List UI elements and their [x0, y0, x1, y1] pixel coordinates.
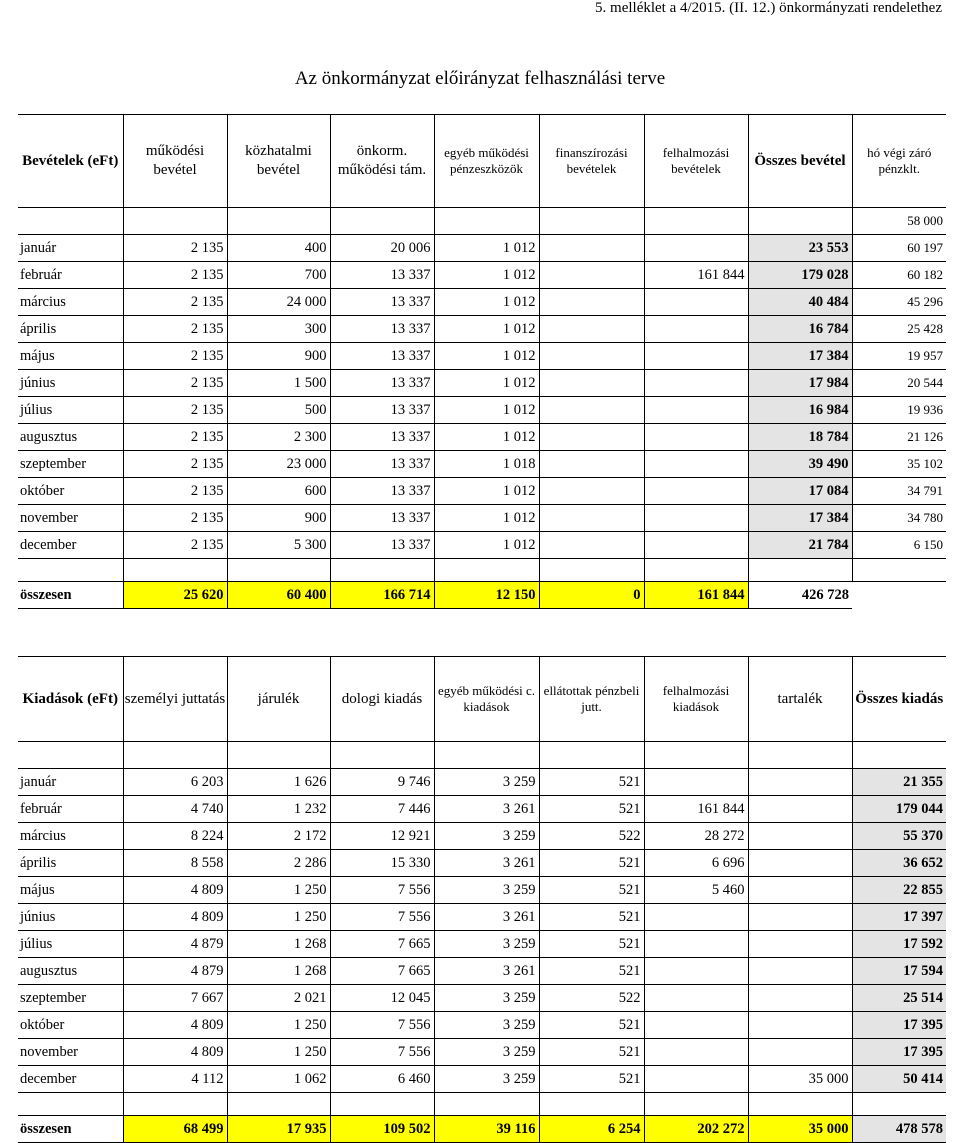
expense-table [18, 656, 946, 1143]
revenue-header-cell: önkorm. működési tám. [330, 115, 434, 208]
total-value: 6 254 [539, 1116, 644, 1143]
value-cell [644, 769, 748, 796]
value-cell: 3 259 [434, 1039, 539, 1066]
value-cell [644, 1039, 748, 1066]
value-cell: 4 809 [123, 1012, 227, 1039]
month-cell: július [18, 397, 123, 424]
value-cell: 1 250 [227, 1012, 330, 1039]
value-cell [748, 850, 852, 877]
value-cell: 3 259 [434, 985, 539, 1012]
expense-header-cell: dologi kiadás [330, 657, 434, 742]
value-cell [748, 1039, 852, 1066]
revenue-row [18, 397, 946, 424]
total-value: 17 935 [227, 1116, 330, 1143]
value-cell: 35 000 [748, 1066, 852, 1093]
value-cell: 3 259 [434, 931, 539, 958]
month-cell: december [18, 1066, 123, 1093]
value-cell [539, 451, 644, 478]
month-cell: május [18, 877, 123, 904]
value-cell: 13 337 [330, 424, 434, 451]
expense-row [18, 931, 946, 958]
value-cell: 19 957 [852, 343, 946, 370]
value-cell [644, 1066, 748, 1093]
value-cell: 34 780 [852, 505, 946, 532]
value-cell: 13 337 [330, 289, 434, 316]
value-cell: 7 556 [330, 904, 434, 931]
value-cell: 2 135 [123, 370, 227, 397]
spacer-row [18, 1093, 946, 1116]
total-value: 68 499 [123, 1116, 227, 1143]
value-cell: 23 553 [748, 235, 852, 262]
value-cell: 40 484 [748, 289, 852, 316]
expense-row [18, 1012, 946, 1039]
value-cell [539, 370, 644, 397]
value-cell: 1 018 [434, 451, 539, 478]
value-cell [644, 532, 748, 559]
value-cell: 3 259 [434, 1012, 539, 1039]
expense-row [18, 769, 946, 796]
value-cell: 13 337 [330, 262, 434, 289]
expense-rows [18, 769, 946, 1093]
spacer-row [18, 559, 946, 582]
value-cell: 1 012 [434, 505, 539, 532]
revenue-row [18, 343, 946, 370]
value-cell [644, 370, 748, 397]
total-value: 25 620 [123, 582, 227, 609]
value-cell: 5 300 [227, 532, 330, 559]
value-cell [644, 958, 748, 985]
value-cell [644, 931, 748, 958]
value-cell [748, 931, 852, 958]
value-cell: 12 045 [330, 985, 434, 1012]
value-cell [539, 235, 644, 262]
value-cell: 17 395 [852, 1039, 946, 1066]
value-cell: 900 [227, 505, 330, 532]
value-cell: 13 337 [330, 505, 434, 532]
value-cell: 1 626 [227, 769, 330, 796]
value-cell: 3 259 [434, 769, 539, 796]
value-cell: 17 397 [852, 904, 946, 931]
month-cell: december [18, 532, 123, 559]
value-cell: 20 544 [852, 370, 946, 397]
value-cell: 3 261 [434, 796, 539, 823]
revenue-table [18, 114, 946, 609]
value-cell [644, 343, 748, 370]
value-cell: 2 135 [123, 262, 227, 289]
value-cell: 521 [539, 796, 644, 823]
month-cell: február [18, 262, 123, 289]
value-cell: 18 784 [748, 424, 852, 451]
page-title: Az önkormányzat előirányzat felhasználási terve [294, 68, 666, 89]
total-value: 60 400 [227, 582, 330, 609]
month-cell: március [18, 289, 123, 316]
value-cell: 7 665 [330, 958, 434, 985]
value-cell [644, 505, 748, 532]
revenue-row [18, 370, 946, 397]
value-cell [644, 316, 748, 343]
value-cell: 3 261 [434, 904, 539, 931]
value-cell [644, 985, 748, 1012]
blank-row [18, 742, 946, 769]
value-cell [644, 451, 748, 478]
value-cell [539, 505, 644, 532]
value-cell: 1 012 [434, 316, 539, 343]
revenue-row [18, 505, 946, 532]
value-cell [539, 316, 644, 343]
expense-row [18, 958, 946, 985]
month-cell: február [18, 796, 123, 823]
value-cell: 2 021 [227, 985, 330, 1012]
value-cell: 1 012 [434, 397, 539, 424]
value-cell: 161 844 [644, 796, 748, 823]
revenue-header-cell: egyéb működési pénzeszközök [434, 115, 539, 208]
month-cell: november [18, 1039, 123, 1066]
value-cell: 16 784 [748, 316, 852, 343]
value-cell: 1 268 [227, 931, 330, 958]
revenue-row [18, 424, 946, 451]
value-cell: 3 261 [434, 958, 539, 985]
value-cell: 1 012 [434, 532, 539, 559]
value-cell [644, 235, 748, 262]
expense-row [18, 823, 946, 850]
month-cell: június [18, 370, 123, 397]
value-cell: 2 135 [123, 397, 227, 424]
total-value: 202 272 [644, 1116, 748, 1143]
value-cell [539, 262, 644, 289]
value-cell: 4 879 [123, 958, 227, 985]
expense-header-cell: felhalmozási kiadások [644, 657, 748, 742]
expense-row [18, 877, 946, 904]
total-value: 35 000 [748, 1116, 852, 1143]
value-cell [748, 796, 852, 823]
value-cell: 2 286 [227, 850, 330, 877]
value-cell [539, 289, 644, 316]
month-cell: január [18, 769, 123, 796]
total-value: 426 728 [748, 582, 852, 609]
revenue-header-cell: működési bevétel [123, 115, 227, 208]
value-cell: 55 370 [852, 823, 946, 850]
expense-header-cell: ellátottak pénzbeli jutt. [539, 657, 644, 742]
value-cell: 25 514 [852, 985, 946, 1012]
value-cell [644, 397, 748, 424]
value-cell: 2 135 [123, 289, 227, 316]
value-cell: 20 006 [330, 235, 434, 262]
value-cell: 2 135 [123, 451, 227, 478]
value-cell [644, 478, 748, 505]
value-cell: 4 879 [123, 931, 227, 958]
value-cell: 400 [227, 235, 330, 262]
value-cell: 13 337 [330, 478, 434, 505]
revenue-row [18, 262, 946, 289]
revenue-rows [18, 235, 946, 559]
month-cell: március [18, 823, 123, 850]
total-value: 39 116 [434, 1116, 539, 1143]
value-cell: 13 337 [330, 370, 434, 397]
revenue-header-cell: felhalmozási bevételek [644, 115, 748, 208]
value-cell: 521 [539, 877, 644, 904]
month-cell: október [18, 1012, 123, 1039]
expense-row [18, 1039, 946, 1066]
value-cell: 7 556 [330, 877, 434, 904]
value-cell [644, 289, 748, 316]
value-cell: 161 844 [644, 262, 748, 289]
value-cell: 1 250 [227, 1039, 330, 1066]
value-cell [539, 424, 644, 451]
value-cell: 7 556 [330, 1039, 434, 1066]
value-cell: 7 667 [123, 985, 227, 1012]
value-cell: 1 012 [434, 343, 539, 370]
value-cell: 3 261 [434, 850, 539, 877]
value-cell: 521 [539, 931, 644, 958]
value-cell: 1 062 [227, 1066, 330, 1093]
value-cell: 521 [539, 1012, 644, 1039]
month-cell: április [18, 850, 123, 877]
value-cell: 3 259 [434, 1066, 539, 1093]
month-cell: november [18, 505, 123, 532]
decree-reference: 5. melléklet a 4/2015. (II. 12.) önkormányzati rendelethez [595, 0, 942, 16]
revenue-header-row [18, 115, 946, 208]
value-cell: 521 [539, 904, 644, 931]
value-cell: 60 197 [852, 235, 946, 262]
value-cell: 13 337 [330, 451, 434, 478]
value-cell: 522 [539, 985, 644, 1012]
value-cell: 5 460 [644, 877, 748, 904]
value-cell: 4 809 [123, 904, 227, 931]
total-label: összesen [18, 582, 123, 609]
value-cell: 34 791 [852, 478, 946, 505]
value-cell: 4 740 [123, 796, 227, 823]
revenue-header-cell: közhatalmi bevétel [227, 115, 330, 208]
value-cell: 2 135 [123, 235, 227, 262]
value-cell: 21 784 [748, 532, 852, 559]
value-cell: 28 272 [644, 823, 748, 850]
revenue-total-row [18, 582, 946, 609]
month-cell: szeptember [18, 985, 123, 1012]
revenue-row [18, 532, 946, 559]
value-cell: 7 556 [330, 1012, 434, 1039]
value-cell: 600 [227, 478, 330, 505]
value-cell: 15 330 [330, 850, 434, 877]
value-cell: 521 [539, 850, 644, 877]
total-value: 12 150 [434, 582, 539, 609]
value-cell: 13 337 [330, 532, 434, 559]
value-cell: 50 414 [852, 1066, 946, 1093]
value-cell: 500 [227, 397, 330, 424]
value-cell: 17 384 [748, 343, 852, 370]
expense-row [18, 850, 946, 877]
value-cell: 1 012 [434, 235, 539, 262]
value-cell: 13 337 [330, 343, 434, 370]
value-cell [748, 1012, 852, 1039]
total-value: 166 714 [330, 582, 434, 609]
total-value: 109 502 [330, 1116, 434, 1143]
value-cell: 6 203 [123, 769, 227, 796]
expense-row [18, 904, 946, 931]
value-cell: 1 012 [434, 370, 539, 397]
value-cell: 12 921 [330, 823, 434, 850]
value-cell: 7 446 [330, 796, 434, 823]
expense-header-cell: tartalék [748, 657, 852, 742]
value-cell: 2 135 [123, 424, 227, 451]
value-cell: 13 337 [330, 397, 434, 424]
value-cell: 21 355 [852, 769, 946, 796]
value-cell: 179 028 [748, 262, 852, 289]
value-cell: 521 [539, 958, 644, 985]
value-cell: 521 [539, 1066, 644, 1093]
value-cell: 2 300 [227, 424, 330, 451]
value-cell: 4 112 [123, 1066, 227, 1093]
value-cell: 179 044 [852, 796, 946, 823]
expense-total-row [18, 1116, 946, 1143]
value-cell: 60 182 [852, 262, 946, 289]
value-cell [539, 397, 644, 424]
value-cell: 3 259 [434, 877, 539, 904]
month-cell: július [18, 931, 123, 958]
value-cell: 35 102 [852, 451, 946, 478]
value-cell [644, 424, 748, 451]
value-cell [748, 877, 852, 904]
total-value: 0 [539, 582, 644, 609]
value-cell: 2 172 [227, 823, 330, 850]
value-cell: 522 [539, 823, 644, 850]
value-cell [539, 478, 644, 505]
value-cell: 17 084 [748, 478, 852, 505]
value-cell: 8 224 [123, 823, 227, 850]
value-cell: 1 012 [434, 262, 539, 289]
value-cell: 22 855 [852, 877, 946, 904]
value-cell [748, 769, 852, 796]
value-cell: 8 558 [123, 850, 227, 877]
value-cell: 700 [227, 262, 330, 289]
value-cell: 1 268 [227, 958, 330, 985]
value-cell: 23 000 [227, 451, 330, 478]
value-cell: 1 232 [227, 796, 330, 823]
expense-header-cell: járulék [227, 657, 330, 742]
value-cell: 1 250 [227, 877, 330, 904]
value-cell: 300 [227, 316, 330, 343]
expense-header-cell: személyi juttatás [123, 657, 227, 742]
value-cell: 2 135 [123, 343, 227, 370]
value-cell: 45 296 [852, 289, 946, 316]
value-cell: 17 594 [852, 958, 946, 985]
month-cell: június [18, 904, 123, 931]
expense-row [18, 796, 946, 823]
value-cell: 13 337 [330, 316, 434, 343]
value-cell: 2 135 [123, 316, 227, 343]
value-cell: 1 012 [434, 424, 539, 451]
value-cell: 6 696 [644, 850, 748, 877]
value-cell: 1 012 [434, 478, 539, 505]
month-cell: január [18, 235, 123, 262]
revenue-row [18, 235, 946, 262]
value-cell: 36 652 [852, 850, 946, 877]
revenue-row [18, 289, 946, 316]
value-cell: 17 384 [748, 505, 852, 532]
revenue-header-cell: finanszírozási bevételek [539, 115, 644, 208]
total-value [852, 582, 946, 609]
opening-balance: 58 000 [852, 208, 946, 235]
value-cell [644, 904, 748, 931]
value-cell: 25 428 [852, 316, 946, 343]
revenue-row [18, 316, 946, 343]
value-cell: 7 665 [330, 931, 434, 958]
expense-header-cell: Összes kiadás [852, 657, 946, 742]
value-cell: 9 746 [330, 769, 434, 796]
value-cell: 17 395 [852, 1012, 946, 1039]
value-cell: 19 936 [852, 397, 946, 424]
month-cell: szeptember [18, 451, 123, 478]
value-cell [748, 823, 852, 850]
value-cell: 2 135 [123, 505, 227, 532]
value-cell: 2 135 [123, 478, 227, 505]
month-cell: május [18, 343, 123, 370]
month-cell: augusztus [18, 958, 123, 985]
value-cell: 1 500 [227, 370, 330, 397]
value-cell: 24 000 [227, 289, 330, 316]
value-cell: 900 [227, 343, 330, 370]
value-cell: 1 012 [434, 289, 539, 316]
revenue-row [18, 451, 946, 478]
expense-header-cell: egyéb működési c. kiadások [434, 657, 539, 742]
value-cell: 521 [539, 1039, 644, 1066]
value-cell: 2 135 [123, 532, 227, 559]
total-label: összesen [18, 1116, 123, 1143]
total-value: 161 844 [644, 582, 748, 609]
value-cell: 16 984 [748, 397, 852, 424]
revenue-header-cell: Összes bevétel [748, 115, 852, 208]
month-cell: október [18, 478, 123, 505]
expense-header-cell: Kiadások (eFt) [18, 657, 123, 742]
value-cell: 3 259 [434, 823, 539, 850]
value-cell: 4 809 [123, 1039, 227, 1066]
value-cell: 21 126 [852, 424, 946, 451]
value-cell [644, 1012, 748, 1039]
opening-balance-row [18, 208, 946, 235]
month-cell: augusztus [18, 424, 123, 451]
value-cell: 6 460 [330, 1066, 434, 1093]
value-cell: 6 150 [852, 532, 946, 559]
expense-row [18, 985, 946, 1012]
revenue-header-cell: Bevételek (eFt) [18, 115, 123, 208]
month-cell: április [18, 316, 123, 343]
expense-header-row [18, 657, 946, 742]
value-cell [539, 343, 644, 370]
revenue-row [18, 478, 946, 505]
value-cell: 521 [539, 769, 644, 796]
expense-row [18, 1066, 946, 1093]
value-cell: 1 250 [227, 904, 330, 931]
value-cell [748, 904, 852, 931]
value-cell [748, 958, 852, 985]
value-cell [748, 985, 852, 1012]
value-cell: 17 984 [748, 370, 852, 397]
value-cell: 4 809 [123, 877, 227, 904]
value-cell: 17 592 [852, 931, 946, 958]
value-cell [539, 532, 644, 559]
revenue-header-cell: hó végi záró pénzklt. [852, 115, 946, 208]
value-cell: 39 490 [748, 451, 852, 478]
total-value: 478 578 [852, 1116, 946, 1143]
